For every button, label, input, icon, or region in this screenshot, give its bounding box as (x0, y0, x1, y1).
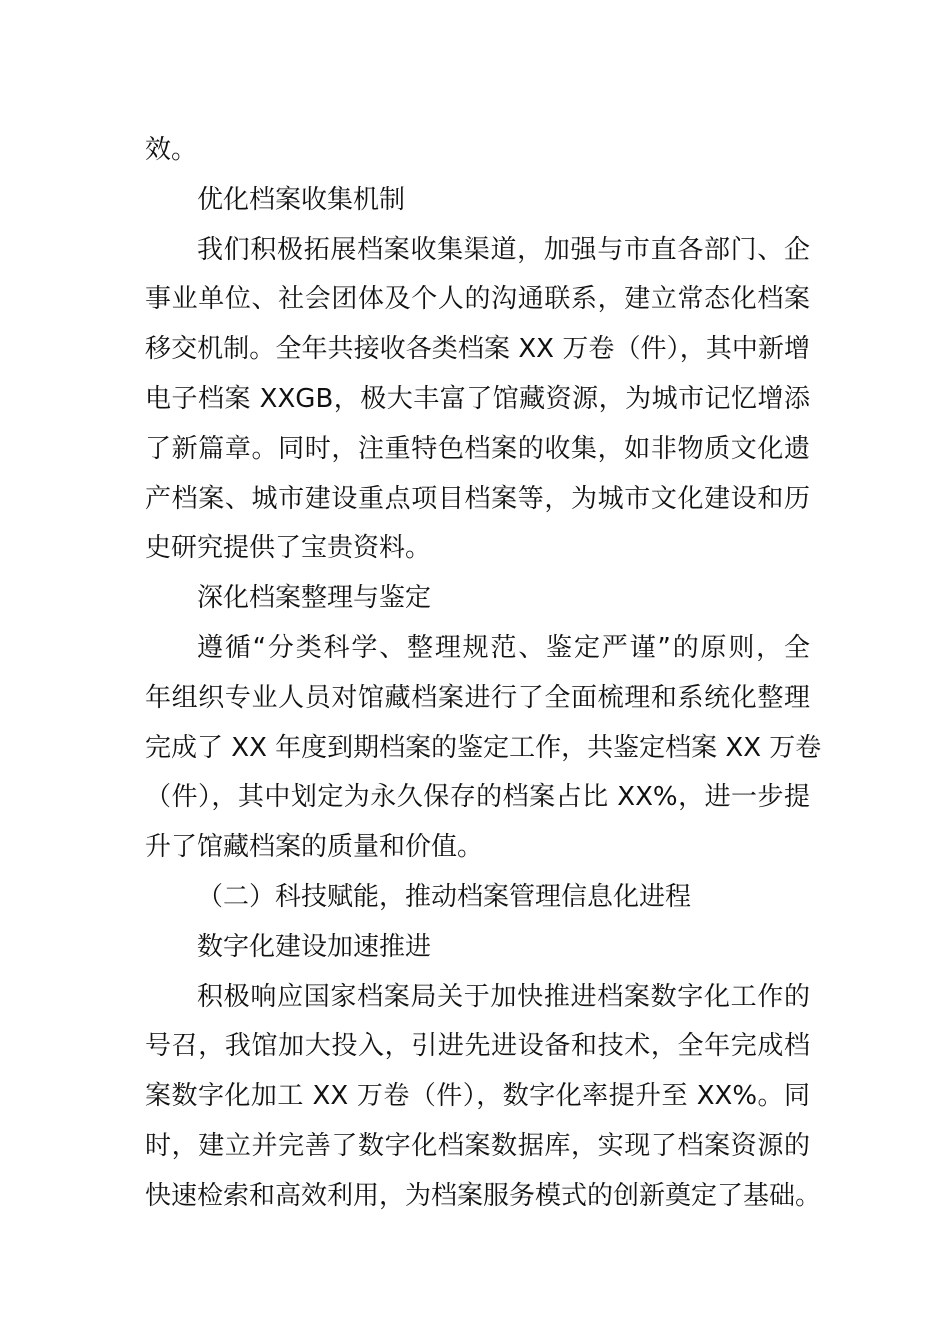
text-line: 我们积极拓展档案收集渠道，加强与市直各部门、企 (197, 234, 810, 265)
text-line: 时，建立并完善了数字化档案数据库，实现了档案资源的 (145, 1130, 810, 1161)
text-line: 号召，我馆加大投入，引进先进设备和技术，全年完成档 (145, 1031, 810, 1062)
heading-line: 数字化建设加速推进 (197, 931, 432, 962)
paragraph-appraisal (145, 624, 822, 873)
paragraph-continuation (145, 126, 810, 176)
text-line: 事业单位、社会团体及个人的沟通联系，建立常态化档案 (145, 284, 810, 315)
text-line: 年组织专业人员对馆藏档案进行了全面梳理和系统化整理 (145, 682, 810, 713)
text-line: 电子档案 XXGB，极大丰富了馆藏资源，为城市记忆增添 (145, 383, 810, 414)
heading-line: 优化档案收集机制 (197, 184, 406, 215)
heading-line: 深化档案整理与鉴定 (197, 583, 432, 614)
text-line: 案数字化加工 XX 万卷（件），数字化率提升至 XX%。同 (145, 1081, 810, 1112)
text-line: 效。 (145, 135, 198, 165)
text-line: 遵循“分类科学、整理规范、鉴定严谨”的原则，全 (197, 632, 810, 663)
text-line: 产档案、城市建设重点项目档案等，为城市文化建设和历 (145, 483, 810, 514)
section-heading-appraisal (145, 574, 810, 624)
document-body (145, 126, 822, 1222)
section-heading-tech (145, 873, 810, 923)
text-line: 了新篇章。同时，注重特色档案的收集，如非物质文化遗 (145, 433, 810, 464)
paragraph-digitization (145, 973, 822, 1222)
text-line: （件），其中划定为永久保存的档案占比 XX%，进一步提 (145, 782, 810, 813)
text-line: 积极响应国家档案局关于加快推进档案数字化工作的 (197, 981, 810, 1012)
text-line: 移交机制。全年共接收各类档案 XX 万卷（件），其中新增 (145, 334, 810, 365)
text-line: 快速检索和高效利用，为档案服务模式的创新奠定了基础。 (145, 1180, 822, 1211)
heading-line: （二）科技赋能，推动档案管理信息化进程 (197, 881, 692, 912)
paragraph-collection (145, 226, 810, 575)
text-line: 史研究提供了宝贵资料。 (145, 533, 432, 564)
text-line: 升了馆藏档案的质量和价值。 (145, 832, 484, 863)
section-heading-digitization (145, 923, 810, 973)
section-heading-collection (145, 176, 810, 226)
text-line: 完成了 XX 年度到期档案的鉴定工作，共鉴定档案 XX 万卷 (145, 732, 822, 763)
